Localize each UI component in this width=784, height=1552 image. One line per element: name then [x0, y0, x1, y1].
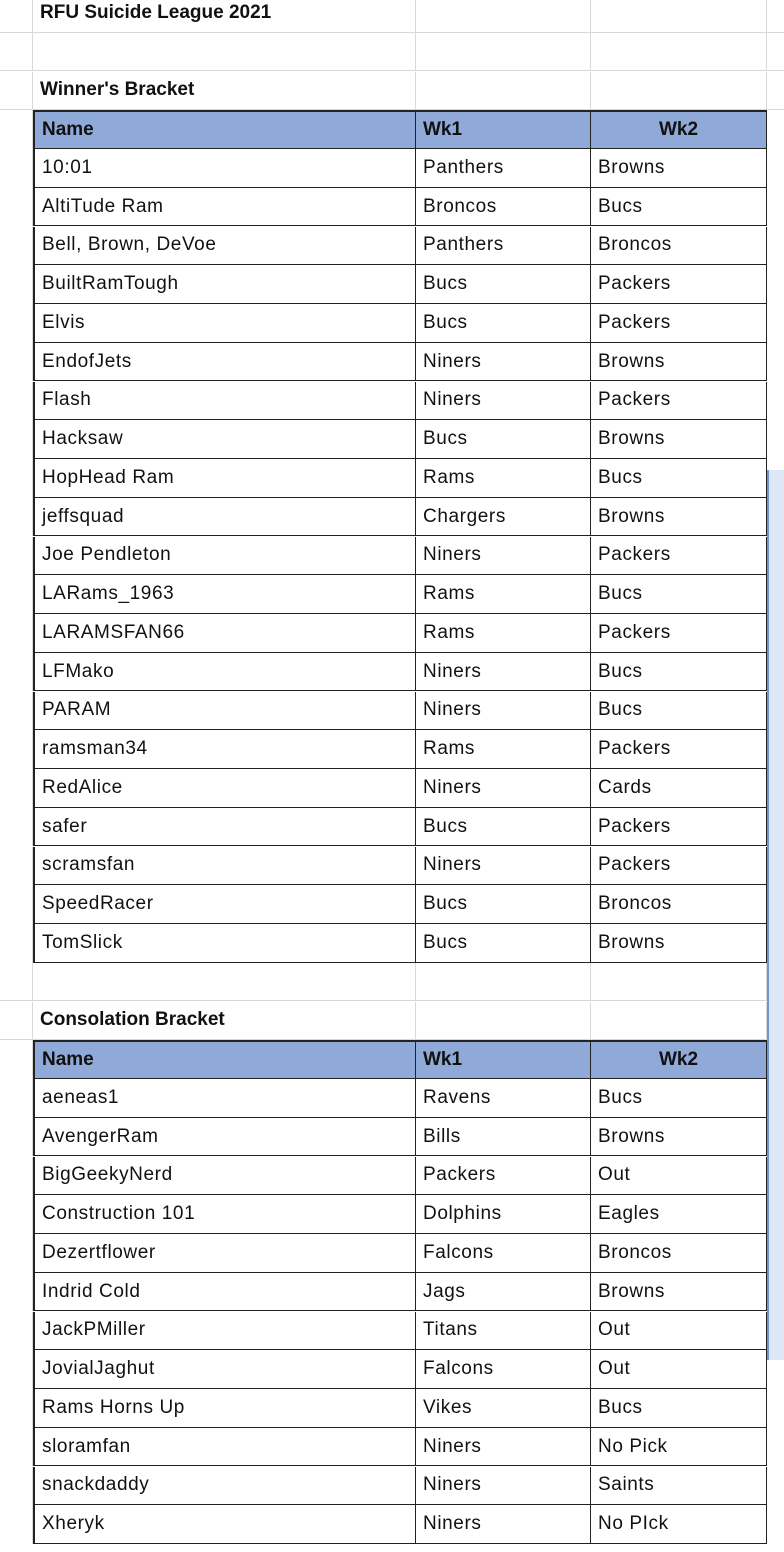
row-header-cell — [0, 924, 33, 963]
player-name-cell[interactable]: AltiTude Ram — [33, 188, 416, 227]
table-row — [0, 1079, 784, 1118]
empty-cell[interactable] — [33, 33, 416, 71]
empty-cell[interactable] — [591, 1002, 767, 1040]
row-header-cell — [0, 459, 33, 498]
row-header-cell — [0, 420, 33, 459]
wk2-pick-cell[interactable]: Browns — [591, 149, 767, 188]
wk1-pick-cell[interactable]: Niners — [416, 769, 591, 808]
winners-bracket-label-cell[interactable]: Winner's Bracket — [33, 72, 416, 110]
table-row — [0, 885, 784, 924]
consolation-header-row — [0, 1040, 784, 1079]
row-header-cell — [0, 382, 33, 421]
player-name-cell[interactable]: safer — [33, 808, 416, 847]
blank-row — [0, 963, 784, 1002]
sheet-title — [0, 0, 784, 33]
wk1-pick-cell[interactable]: Rams — [416, 459, 591, 498]
table-row — [0, 769, 784, 808]
row-header-cell — [0, 265, 33, 304]
wk2-pick-cell[interactable]: Bucs — [591, 692, 767, 731]
wk2-pick-cell[interactable]: Broncos — [591, 227, 767, 266]
wk1-pick-cell[interactable]: Rams — [416, 614, 591, 653]
wk1-column-header[interactable]: Wk1 — [416, 110, 591, 149]
wk2-pick-cell[interactable]: Broncos — [591, 885, 767, 924]
row-header-cell — [0, 1118, 33, 1157]
wk1-pick-cell[interactable]: Bills — [416, 1118, 591, 1157]
player-name-cell[interactable]: TomSlick — [33, 924, 416, 963]
wk2-pick-cell[interactable]: Packers — [591, 265, 767, 304]
winners-bracket-label — [0, 72, 784, 111]
empty-cell[interactable] — [416, 72, 591, 110]
empty-cell[interactable] — [416, 1002, 591, 1040]
row-header-cell — [0, 847, 33, 886]
row-header-cell — [0, 188, 33, 227]
wk2-pick-cell[interactable]: Browns — [591, 924, 767, 963]
row-header-cell — [0, 653, 33, 692]
wk1-pick-cell[interactable]: Niners — [416, 692, 591, 731]
wk1-pick-cell[interactable]: Broncos — [416, 188, 591, 227]
wk2-pick-cell[interactable]: Out — [591, 1312, 767, 1351]
wk2-pick-cell[interactable]: Browns — [591, 498, 767, 537]
wk2-pick-cell[interactable]: No Pick — [591, 1428, 767, 1467]
wk2-column-header[interactable]: Wk2 — [591, 110, 767, 149]
row-header-cell — [0, 1428, 33, 1467]
row-header-cell — [0, 1350, 33, 1389]
table-row — [0, 1157, 784, 1196]
row-header-cell — [0, 1312, 33, 1351]
empty-cell[interactable] — [33, 963, 416, 1001]
sheet-title-cell[interactable]: RFU Suicide League 2021 — [33, 0, 416, 32]
empty-cell[interactable] — [591, 0, 767, 32]
wk1-pick-cell[interactable]: Falcons — [416, 1350, 591, 1389]
wk1-pick-cell[interactable]: Ravens — [416, 1079, 591, 1118]
empty-cell[interactable] — [416, 963, 591, 1001]
wk2-pick-cell[interactable]: Bucs — [591, 188, 767, 227]
table-row — [0, 575, 784, 614]
winners-header-row — [0, 110, 784, 149]
wk2-pick-cell[interactable]: Saints — [591, 1467, 767, 1506]
wk2-pick-cell[interactable]: Bucs — [591, 653, 767, 692]
row-header-cell — [0, 575, 33, 614]
player-name-cell[interactable]: Joe Pendleton — [33, 537, 416, 576]
player-name-cell[interactable]: HopHead Ram — [33, 459, 416, 498]
table-row — [0, 343, 784, 382]
player-name-cell[interactable]: Construction 101 — [33, 1195, 416, 1234]
table-row — [0, 808, 784, 847]
wk2-pick-cell[interactable]: Bucs — [591, 1079, 767, 1118]
wk1-column-header[interactable]: Wk1 — [416, 1040, 591, 1079]
table-row — [0, 1195, 784, 1234]
row-header-cell — [0, 1505, 33, 1544]
row-header-cell — [0, 498, 33, 537]
table-row — [0, 149, 784, 188]
player-name-cell[interactable]: LFMako — [33, 653, 416, 692]
empty-cell[interactable] — [416, 0, 591, 32]
player-name-cell[interactable]: sloramfan — [33, 1428, 416, 1467]
wk1-pick-cell[interactable]: Vikes — [416, 1389, 591, 1428]
wk2-pick-cell[interactable]: Broncos — [591, 1234, 767, 1273]
wk2-pick-cell[interactable]: Packers — [591, 382, 767, 421]
player-name-cell[interactable]: scramsfan — [33, 847, 416, 886]
wk1-pick-cell[interactable]: Falcons — [416, 1234, 591, 1273]
selected-column-highlight — [767, 470, 784, 1360]
row-header-cell — [0, 227, 33, 266]
player-name-cell[interactable]: JovialJaghut — [33, 1350, 416, 1389]
table-row — [0, 1467, 784, 1506]
wk2-pick-cell[interactable]: Packers — [591, 808, 767, 847]
wk2-pick-cell[interactable]: Browns — [591, 343, 767, 382]
name-column-header[interactable]: Name — [33, 110, 416, 149]
row-header-cell — [0, 1157, 33, 1196]
table-row — [0, 227, 784, 266]
wk1-pick-cell[interactable]: Jags — [416, 1273, 591, 1312]
wk1-pick-cell[interactable]: Titans — [416, 1312, 591, 1351]
row-header-cell — [0, 1234, 33, 1273]
empty-cell[interactable] — [591, 963, 767, 1001]
wk1-pick-cell[interactable]: Niners — [416, 1428, 591, 1467]
wk2-pick-cell[interactable]: Browns — [591, 1118, 767, 1157]
table-row — [0, 692, 784, 731]
player-name-cell[interactable]: Flash — [33, 382, 416, 421]
row-header-cell — [0, 885, 33, 924]
wk1-pick-cell[interactable]: Niners — [416, 1467, 591, 1506]
wk2-pick-cell[interactable]: Cards — [591, 769, 767, 808]
wk1-pick-cell[interactable]: Niners — [416, 653, 591, 692]
player-name-cell[interactable]: LARams_1963 — [33, 575, 416, 614]
wk2-pick-cell[interactable]: Browns — [591, 1273, 767, 1312]
player-name-cell[interactable]: RedAlice — [33, 769, 416, 808]
player-name-cell[interactable]: Xheryk — [33, 1505, 416, 1544]
row-header-cell — [0, 1273, 33, 1312]
wk1-pick-cell[interactable]: Packers — [416, 1157, 591, 1196]
table-row — [0, 1234, 784, 1273]
table-row — [0, 924, 784, 963]
wk1-pick-cell[interactable]: Bucs — [416, 265, 591, 304]
table-row — [0, 420, 784, 459]
table-row — [0, 265, 784, 304]
wk2-pick-cell[interactable]: No PIck — [591, 1505, 767, 1544]
wk2-pick-cell[interactable]: Packers — [591, 304, 767, 343]
player-name-cell[interactable]: ramsman34 — [33, 730, 416, 769]
empty-cell[interactable] — [591, 72, 767, 110]
wk2-pick-cell[interactable]: Out — [591, 1350, 767, 1389]
wk2-pick-cell[interactable]: Bucs — [591, 459, 767, 498]
player-name-cell[interactable]: Indrid Cold — [33, 1273, 416, 1312]
wk1-pick-cell[interactable]: Niners — [416, 847, 591, 886]
wk2-pick-cell[interactable]: Eagles — [591, 1195, 767, 1234]
wk2-pick-cell[interactable]: Out — [591, 1157, 767, 1196]
wk2-pick-cell[interactable]: Browns — [591, 420, 767, 459]
table-row — [0, 1428, 784, 1467]
empty-cell[interactable] — [591, 33, 767, 71]
table-row — [0, 1312, 784, 1351]
player-name-cell[interactable]: 10:01 — [33, 149, 416, 188]
wk1-pick-cell[interactable]: Bucs — [416, 924, 591, 963]
wk2-pick-cell[interactable]: Packers — [591, 537, 767, 576]
wk2-pick-cell[interactable]: Bucs — [591, 575, 767, 614]
player-name-cell[interactable]: Hacksaw — [33, 420, 416, 459]
row-header-cell — [0, 1389, 33, 1428]
player-name-cell[interactable]: BigGeekyNerd — [33, 1157, 416, 1196]
blank-row — [0, 33, 784, 72]
row-header-cell — [0, 808, 33, 847]
table-row — [0, 304, 784, 343]
table-row — [0, 537, 784, 576]
wk1-pick-cell[interactable]: Niners — [416, 537, 591, 576]
player-name-cell[interactable]: jeffsquad — [33, 498, 416, 537]
wk2-pick-cell[interactable]: Packers — [591, 614, 767, 653]
wk1-pick-cell[interactable]: Bucs — [416, 420, 591, 459]
row-header-cell — [0, 614, 33, 653]
wk1-pick-cell[interactable]: Niners — [416, 1505, 591, 1544]
table-row — [0, 1350, 784, 1389]
row-header-cell — [0, 692, 33, 731]
row-header-cell — [0, 0, 33, 32]
player-name-cell[interactable]: Dezertflower — [33, 1234, 416, 1273]
player-name-cell[interactable]: Rams Horns Up — [33, 1389, 416, 1428]
wk1-pick-cell[interactable]: Niners — [416, 343, 591, 382]
wk2-pick-cell[interactable]: Packers — [591, 847, 767, 886]
table-row — [0, 1505, 784, 1544]
wk1-pick-cell[interactable]: Panthers — [416, 149, 591, 188]
table-row — [0, 188, 784, 227]
row-header-cell — [0, 1467, 33, 1506]
row-header-cell — [0, 537, 33, 576]
wk2-column-header[interactable]: Wk2 — [591, 1040, 767, 1079]
row-header-cell — [0, 1079, 33, 1118]
wk1-pick-cell[interactable]: Bucs — [416, 808, 591, 847]
name-column-header[interactable]: Name — [33, 1040, 416, 1079]
table-row — [0, 1389, 784, 1428]
wk2-pick-cell[interactable]: Bucs — [591, 1389, 767, 1428]
table-row — [0, 614, 784, 653]
wk1-pick-cell[interactable]: Rams — [416, 575, 591, 614]
player-name-cell[interactable]: PARAM — [33, 692, 416, 731]
player-name-cell[interactable]: aeneas1 — [33, 1079, 416, 1118]
player-name-cell[interactable]: snackdaddy — [33, 1467, 416, 1506]
consolation-bracket-label — [0, 1002, 784, 1041]
row-header-cell — [0, 1002, 33, 1040]
player-name-cell[interactable]: SpeedRacer — [33, 885, 416, 924]
table-row — [0, 459, 784, 498]
wk1-pick-cell[interactable]: Rams — [416, 730, 591, 769]
wk1-pick-cell[interactable]: Chargers — [416, 498, 591, 537]
wk1-pick-cell[interactable]: Dolphins — [416, 1195, 591, 1234]
row-header-cell — [0, 730, 33, 769]
row-header-cell — [0, 110, 33, 149]
wk2-pick-cell[interactable]: Packers — [591, 730, 767, 769]
player-name-cell[interactable]: Bell, Brown, DeVoe — [33, 227, 416, 266]
table-row — [0, 1118, 784, 1157]
player-name-cell[interactable]: AvengerRam — [33, 1118, 416, 1157]
wk1-pick-cell[interactable]: Bucs — [416, 304, 591, 343]
player-name-cell[interactable]: BuiltRamTough — [33, 265, 416, 304]
wk1-pick-cell[interactable]: Panthers — [416, 227, 591, 266]
consolation-bracket-label-cell[interactable]: Consolation Bracket — [33, 1002, 416, 1040]
wk1-pick-cell[interactable]: Niners — [416, 382, 591, 421]
table-row — [0, 847, 784, 886]
table-row — [0, 653, 784, 692]
table-row — [0, 1273, 784, 1312]
player-name-cell[interactable]: JackPMiller — [33, 1312, 416, 1351]
wk1-pick-cell[interactable]: Bucs — [416, 885, 591, 924]
player-name-cell[interactable]: EndofJets — [33, 343, 416, 382]
table-row — [0, 382, 784, 421]
empty-cell[interactable] — [416, 33, 591, 71]
player-name-cell[interactable]: Elvis — [33, 304, 416, 343]
row-header-cell — [0, 1195, 33, 1234]
row-header-cell — [0, 1040, 33, 1079]
row-header-cell — [0, 963, 33, 1001]
table-row — [0, 498, 784, 537]
row-header-cell — [0, 769, 33, 808]
row-header-cell — [0, 304, 33, 343]
player-name-cell[interactable]: LARAMSFAN66 — [33, 614, 416, 653]
row-header-cell — [0, 149, 33, 188]
row-header-cell — [0, 72, 33, 110]
row-header-cell — [0, 343, 33, 382]
row-header-cell — [0, 33, 33, 71]
table-row — [0, 730, 784, 769]
